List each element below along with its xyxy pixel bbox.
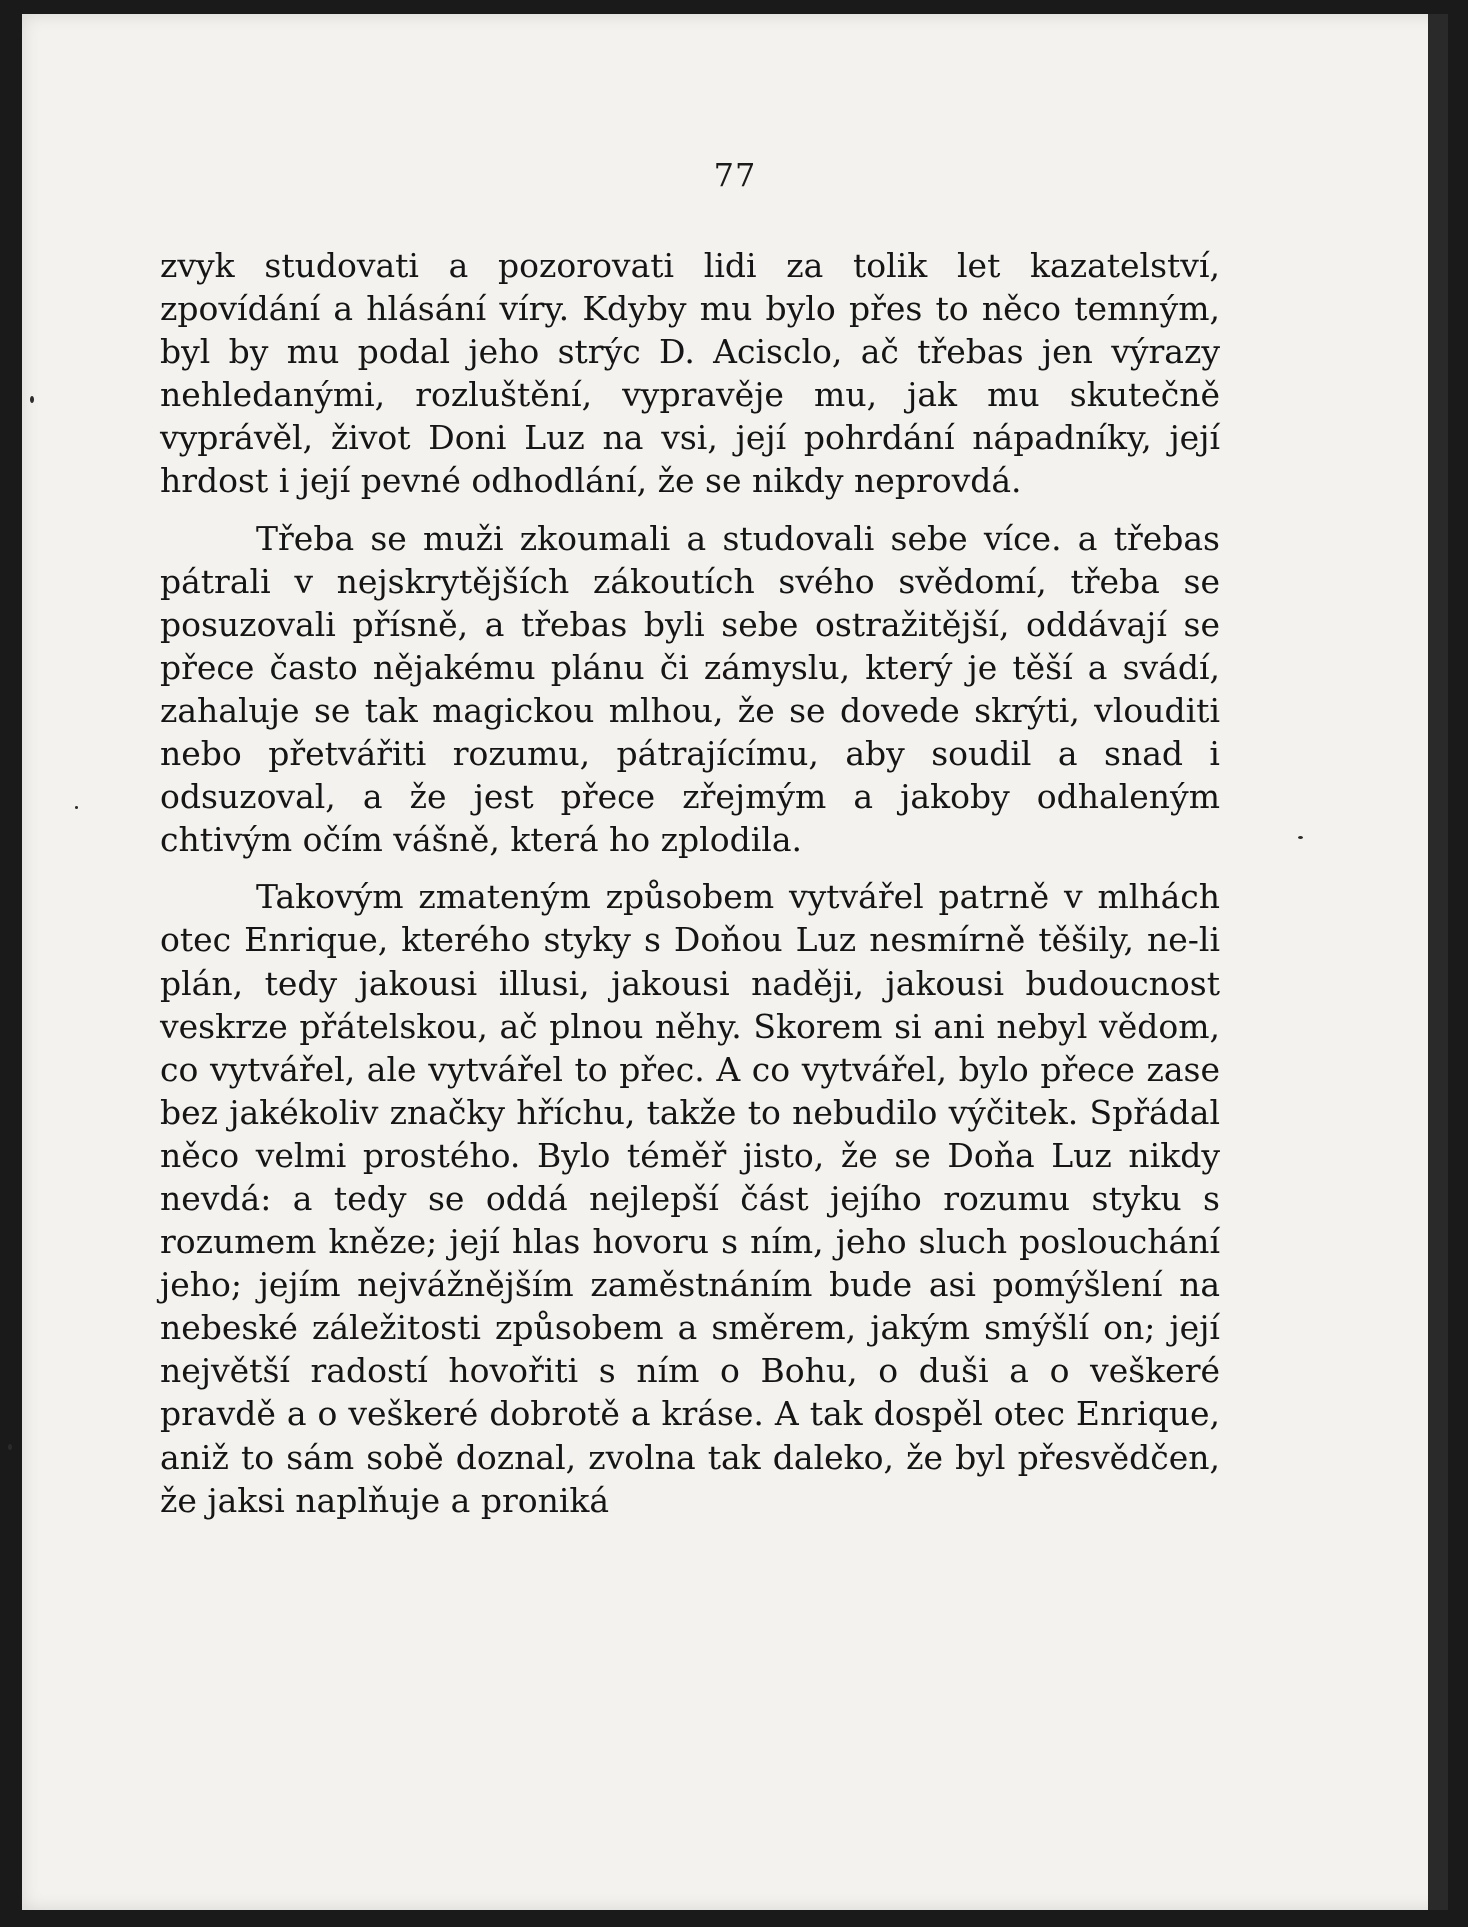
paragraph-2: Třeba se muži zkoumali a studovali sebe více. a třebas pátrali v nejskrytějších zákoutích svého svědomí, třeba se posuzovali přísně, a třebas byli sebe ostražitější, oddávají se přece často nějakému plánu či zámyslu, který je těší a svádí, zahaluje se tak magickou mlhou, že se dovede skrýti, vlouditi nebo přetvářiti rozumu, pátrajícímu, aby soudil a snad i odsuzoval, a že jest přece zřejmým a jakoby odhaleným chtivým očím vášně, která ho zplodila. [160,518,1220,860]
scan-speck [75,806,78,809]
scan-speck [8,1444,12,1450]
page-number: 77 [713,156,757,194]
paragraph-3: Takovým zmateným způsobem vytvářel patrně v mlhách otec Enrique, kterého styky s Doňou Luz nesmírně těšily, ne-li plán, tedy jakousi illusi, jakousi naději, jakousi budoucnost veskrze přátelskou, ač plnou něhy. Skorem si ani nebyl vědom, co vytvářel, ale vytvářel to přec. A co vytvářel, bylo přece zase bez jakékoliv značky hříchu, takže to nebudilo výčitek. Spřádal něco velmi prostého. Bylo téměř jisto, že se Doňa Luz nikdy nevdá: a tedy se oddá nejlepší část jejího rozumu styku s rozumem kněze; její hlas hovoru s ním, jeho sluch poslouchání jeho; jejím nejvážnějším zaměstnáním bude asi pomýšlení na nebeské záležitosti způsobem a směrem, jakým smýšlí on; její největší radostí hovořiti s ním o Bohu, o duši a o veškeré pravdě a o veškeré dobrotě a kráse. A tak dospěl otec Enrique, aniž to sám sobě doznal, zvolna tak daleko, že byl přesvědčen, že jaksi naplňuje a proniká [160,877,1220,1520]
paragraph-1: zvyk studovati a pozorovati lidi za tolik let kazatelství, zpovídání a hlásání víry. Kdyby mu bylo přes to něco temným, byl by mu podal jeho strýc D. Acisclo, ač třebas jen výrazy nehledanými, rozluštění, vypravěje mu, jak mu skutečně vyprávěl, život Doni Luz na vsi, její pohrdání nápadníky, její hrdost i její pevné odhodlání, že se nikdy neprovdá. [160,246,1220,501]
scan-speck [30,396,34,403]
scan-speck [1298,836,1303,839]
body-text [160,244,1220,1522]
scan-edge [1428,14,1448,1910]
book-page [22,14,1448,1910]
